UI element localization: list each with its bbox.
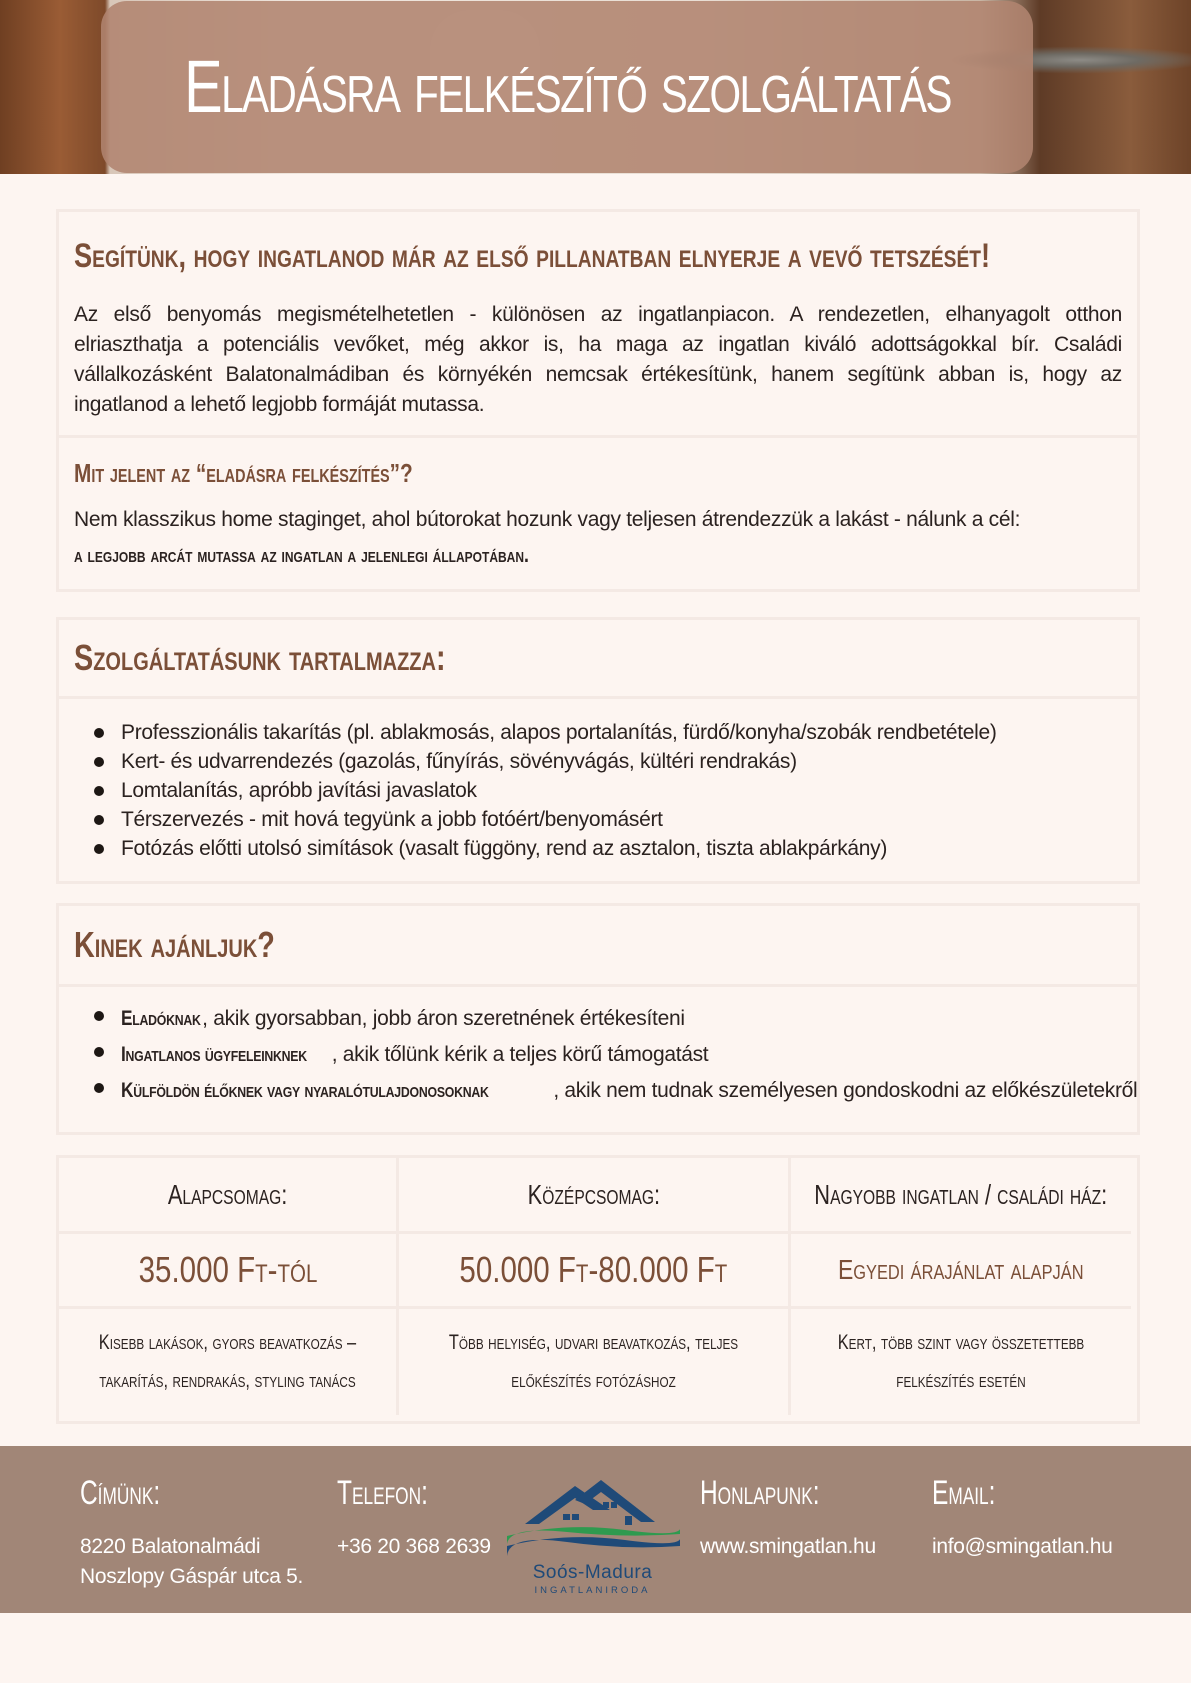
- list-item: Professzionális takarítás (pl. ablakmosás, alapos portalanítás, fürdő/konyha/szobák rendbetétele): [74, 718, 1137, 747]
- package-title-cell: Középcsomag:: [399, 1158, 791, 1234]
- intro-section: [56, 209, 1140, 592]
- package-price-cell: 50.000 Ft-80.000 Ft: [399, 1234, 791, 1309]
- list-item: Kert- és udvarrendezés (gazolás, fűnyírás, sövényvágás, kültéri rendrakás): [74, 747, 1137, 776]
- audience-header: [59, 906, 1137, 987]
- website-block: [700, 1476, 876, 1562]
- package-price-cell: 35.000 Ft-tól: [59, 1234, 399, 1309]
- page-title: Eladásra felkészítő szolgáltatás: [183, 45, 951, 128]
- audience-body: [59, 987, 1137, 1132]
- intro-subheading: Mit jelent az “eladásra felkészítés”?: [74, 458, 413, 488]
- package-desc-cell: Kert, több szint vagy összetettebb felkészítés esetén: [837, 1331, 1085, 1392]
- address-label: Címünk:: [80, 1474, 161, 1512]
- address-block: [80, 1476, 303, 1592]
- intro-paragraph: Az első benyomás megismételhetetlen - különösen az ingatlanpiacon. A rendezetlen, elhanyagolt otthon elriaszthatja a potenciális vevőket, még akkor is, ha maga az ingatlan kiváló adottságokkal bír. Családi vállalkozásként Balatonalmádiban és környékén nemcsak értékesítünk, hanem segítünk abban is, hogy az ingatlanod a lehető legjobb formáját mutassa.: [74, 303, 1122, 416]
- address-line: Noszlopy Gáspár utca 5.: [80, 1565, 304, 1588]
- header-title-panel: [101, 1, 1033, 173]
- phone-label: Telefon:: [337, 1474, 428, 1512]
- list-item: Lomtalanítás, apróbb javítási javaslatok: [74, 776, 1137, 805]
- services-list: [74, 718, 1137, 863]
- services-section: [56, 617, 1140, 884]
- header-banner: [0, 0, 1191, 174]
- phone-block: [337, 1476, 491, 1562]
- list-item: Fotózás előtti utolsó simítások (vasalt függöny, rend az asztalon, tiszta ablakpárkány): [74, 834, 1137, 863]
- audience-section: [56, 903, 1140, 1135]
- house-logo-icon: [505, 1472, 680, 1567]
- services-header: [59, 620, 1137, 699]
- package-desc-cell: Kisebb lakások, gyors beavatkozás – takarítás, rendrakás, styling tanács: [59, 1309, 399, 1415]
- list-item: Térszervezés - mit hová tegyünk a jobb fotóért/benyomásért: [74, 805, 1137, 834]
- logo-subtitle: INGATLANIRODA: [534, 1585, 651, 1596]
- intro-bottom: [59, 438, 1137, 586]
- pricing-table: [56, 1155, 1140, 1424]
- intro-line: Nem klasszikus home staginget, ahol bútorokat hozunk vagy teljesen átrendezzük a lakást - nálunk a cél:: [74, 508, 1021, 531]
- intro-top: [59, 212, 1137, 438]
- intro-emphasis: a legjobb arcát mutassa az ingatlan a jelenlegi állapotában.: [74, 542, 529, 567]
- logo-name: Soós-Madura: [532, 1562, 653, 1583]
- list-item: Ingatlanos ügyfeleinknek , akik tőlünk kérik a teljes körű támogatást: [74, 1037, 1137, 1073]
- services-heading: Szolgáltatásunk tartalmazza:: [74, 637, 446, 678]
- package-title-cell: Nagyobb ingatlan / családi ház:: [791, 1158, 1131, 1234]
- list-item: Külföldön élőknek vagy nyaralótulajdonosoknak , akik nem tudnak személyesen gondoskodni az előkészületekről: [74, 1073, 1137, 1109]
- website-label: Honlapunk:: [700, 1474, 820, 1512]
- email-block: [932, 1476, 1113, 1562]
- package-desc-cell: Több helyiség, udvari beavatkozás, teljes előkészítés fotózáshoz: [399, 1309, 791, 1415]
- address-line: 8220 Balatonalmádi: [80, 1535, 261, 1558]
- website-link[interactable]: www.smingatlan.hu: [700, 1535, 876, 1558]
- email-link[interactable]: info@smingatlan.hu: [932, 1535, 1113, 1558]
- phone-number[interactable]: +36 20 368 2639: [337, 1535, 491, 1558]
- package-price-cell: Egyedi árajánlat alapján: [791, 1234, 1131, 1309]
- package-title-cell: Alapcsomag:: [59, 1158, 399, 1234]
- email-label: Email:: [932, 1474, 996, 1512]
- list-item: Eladóknak, akik gyorsabban, jobb áron szeretnének értékesíteni: [74, 1001, 1137, 1037]
- company-logo: [505, 1472, 680, 1600]
- services-body: [59, 699, 1137, 881]
- contact-footer: [0, 1446, 1191, 1613]
- audience-list: [74, 1001, 1137, 1109]
- audience-heading: Kinek ajánljuk?: [74, 924, 275, 965]
- intro-heading: Segítünk, hogy ingatlanod már az első pillanatban elnyerje a vevő tetszését!: [74, 237, 991, 275]
